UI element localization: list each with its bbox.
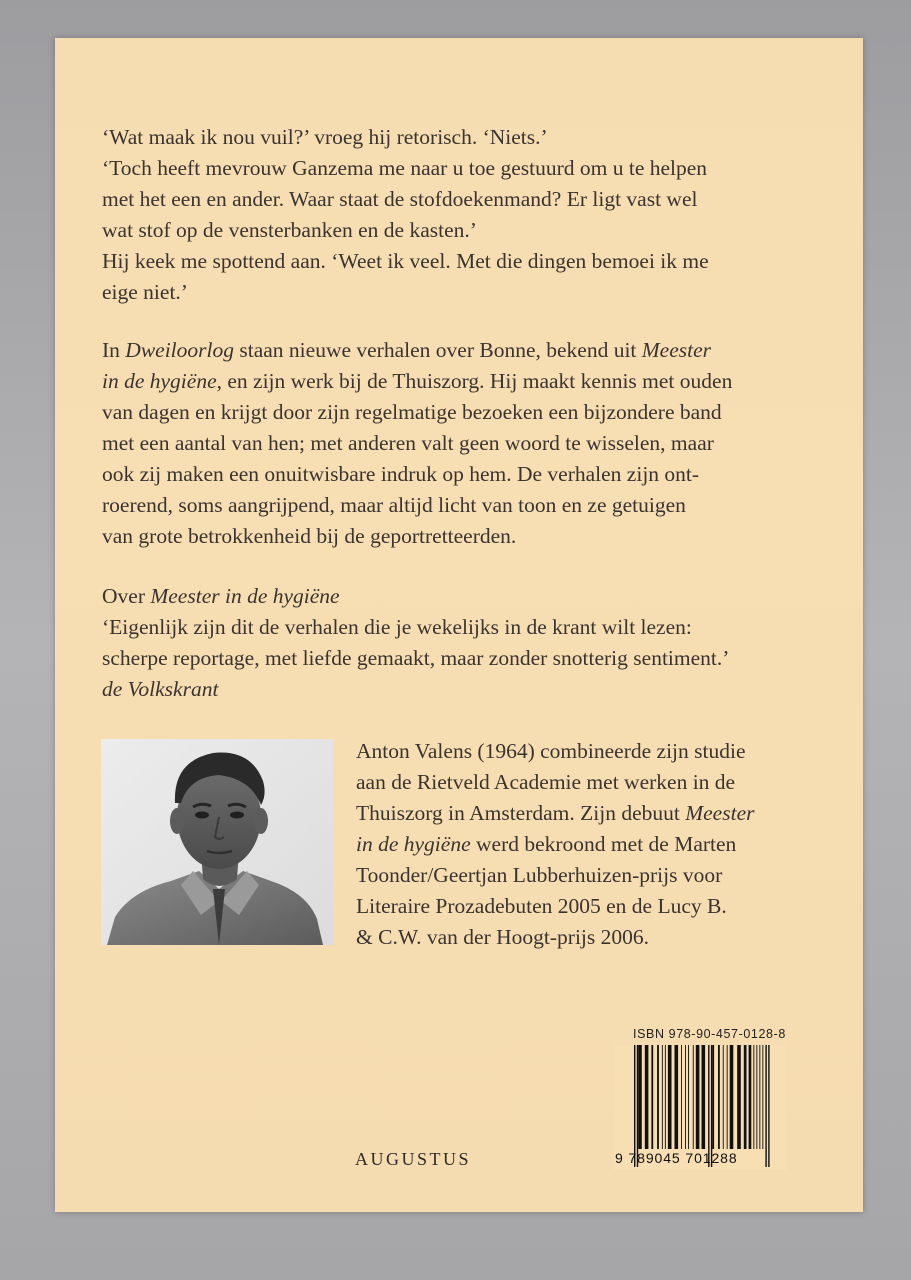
author-photo — [101, 739, 333, 945]
bio-line — [356, 829, 806, 860]
summary-text: staan nieuwe verhalen over Bonne, bekend uit — [234, 338, 642, 362]
bio-line: aan de Rietveld Academie met werken in de — [356, 770, 736, 794]
bio-line: Toonder/Geertjan Lubberhuizen-prijs voor — [356, 863, 723, 887]
book-title: Meester in de hygiëne — [150, 584, 340, 608]
summary-line — [102, 335, 802, 366]
bio-line: & C.W. van der Hoogt-prijs 2006. — [356, 925, 650, 949]
summary-line: van dagen en krijgt door zijn regelmatige bezoeken een bijzondere band — [102, 400, 722, 424]
excerpt-line: ‘Wat maak ik nou vuil?’ vroeg hij retorisch. ‘Niets.’ — [102, 125, 548, 149]
summary-line: ook zij maken een onuitwisbare indruk op hem. De verhalen zijn ont- — [102, 462, 700, 486]
summary-text: , en zijn werk bij de Thuiszorg. Hij maakt kennis met ouden — [216, 369, 733, 393]
summary-block — [102, 335, 802, 552]
excerpt-line: eige niet.’ — [102, 280, 188, 304]
quote-line: ‘Eigenlijk zijn dit de verhalen die je wekelijks in de krant wilt lezen: — [102, 615, 692, 639]
bio-line: Anton Valens (1964) combineerde zijn studie — [356, 739, 746, 763]
book-title: Meester — [641, 338, 712, 362]
bio-text: werd bekroond met de Marten — [470, 832, 737, 856]
bio-text: Thuiszorg in Amsterdam. Zijn debuut — [356, 801, 686, 825]
excerpt-line: Hij keek me spottend aan. ‘Weet ik veel. Met die dingen bemoei ik me — [102, 249, 709, 273]
review-quote-block — [102, 581, 802, 705]
excerpt-line: met het een en ander. Waar staat de stofdoekenmand? Er ligt vast wel — [102, 187, 698, 211]
publisher-logo: AUGUSTUS — [355, 1149, 472, 1169]
book-title: in de hygiëne — [102, 369, 217, 393]
book-title: Meester — [685, 801, 755, 825]
quote-source-name: de Volkskrant — [102, 677, 219, 701]
bio-line: Literaire Prozadebuten 2005 en de Lucy B. — [356, 894, 727, 918]
quote-over-label: Over — [102, 584, 151, 608]
author-bio-block — [356, 736, 806, 953]
summary-line: roerend, soms aangrijpend, maar altijd licht van toon en ze getuigen — [102, 493, 686, 517]
barcode-digits: 9 789045 701288 — [615, 1150, 738, 1166]
summary-line: met een aantal van hen; met anderen valt geen woord te wisselen, maar — [102, 431, 714, 455]
book-title: in de hygiëne — [356, 832, 471, 856]
summary-line — [102, 366, 802, 397]
bio-line — [356, 798, 806, 829]
excerpt-line: wat stof op de vensterbanken en de kasten.’ — [102, 218, 477, 242]
quote-line: scherpe reportage, met liefde gemaakt, maar zonder snotterig sentiment.’ — [102, 646, 730, 670]
book-title: Dweiloorlog — [125, 338, 234, 362]
summary-text: In — [102, 338, 126, 362]
excerpt-block — [102, 122, 802, 308]
summary-line: van grote betrokkenheid bij de geportretteerden. — [102, 524, 517, 548]
isbn-label: ISBN 978-90-457-0128-8 — [633, 1027, 786, 1041]
quote-source — [102, 674, 802, 705]
excerpt-line: ‘Toch heeft mevrouw Ganzema me naar u toe gestuurd om u te helpen — [102, 156, 708, 180]
quote-heading — [102, 581, 802, 612]
